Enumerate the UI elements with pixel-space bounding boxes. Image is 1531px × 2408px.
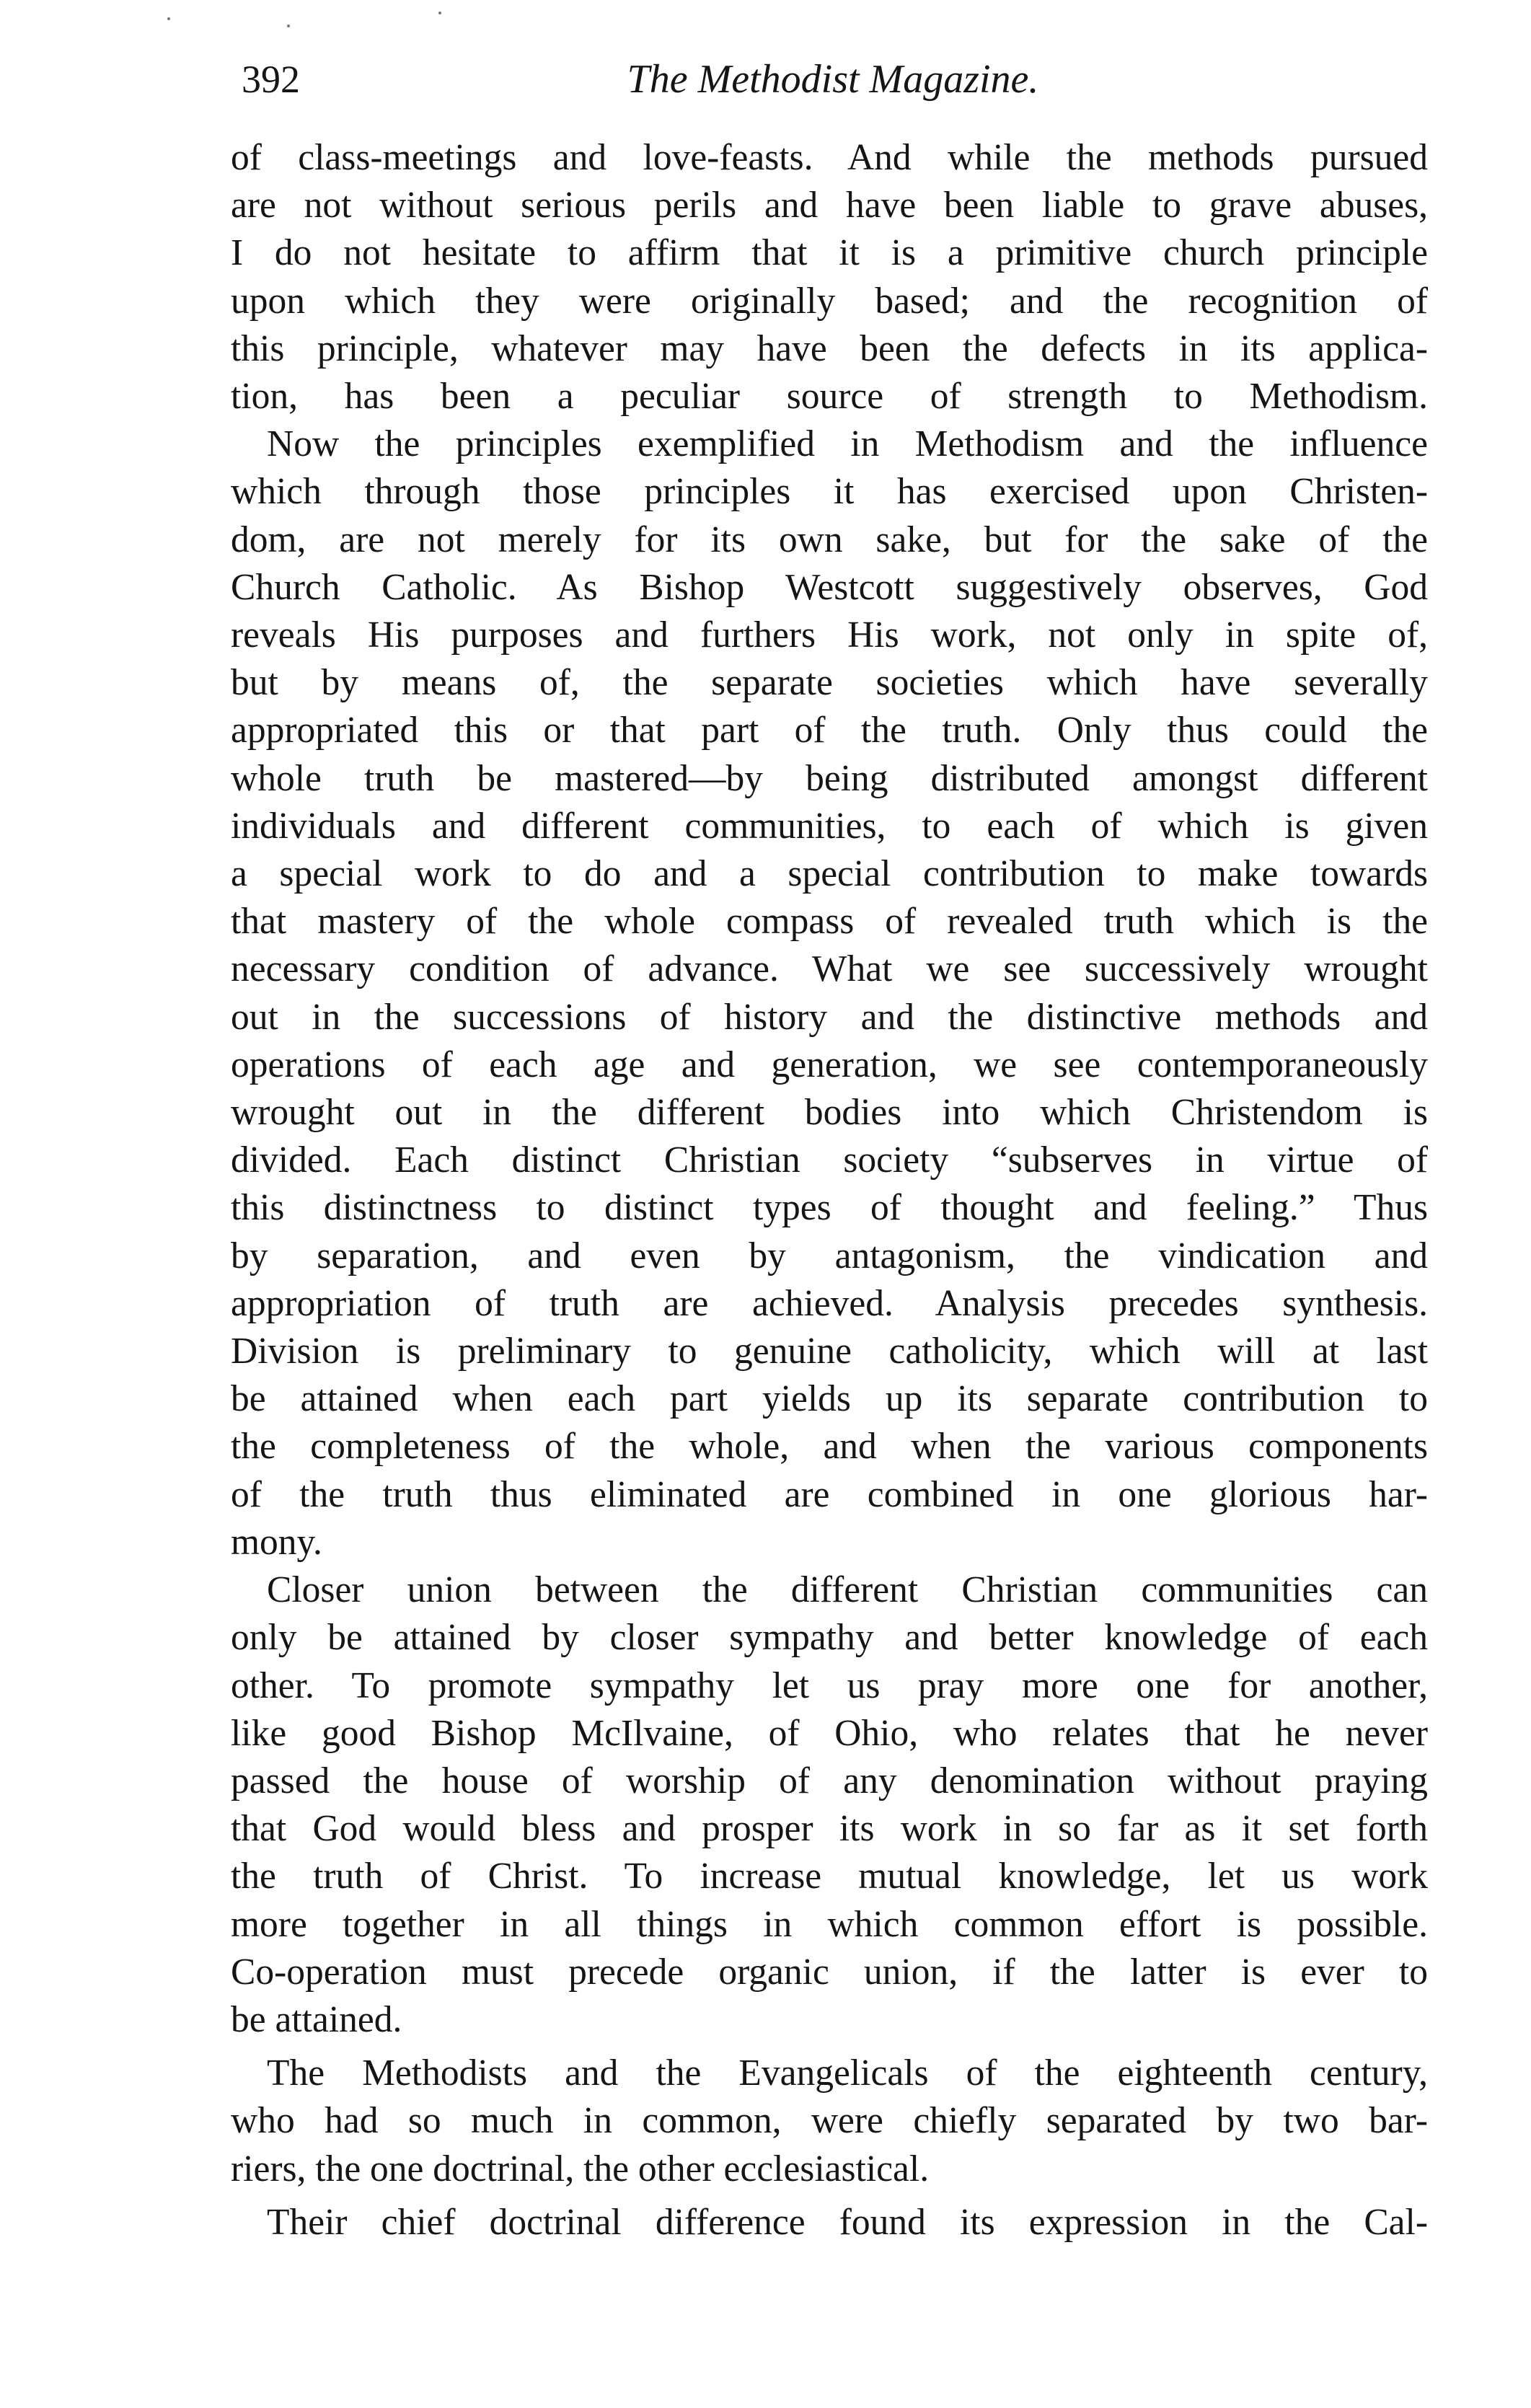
text-line: other. To promote sympathy let us pray more one for another, bbox=[231, 1664, 1428, 1706]
text-line: the completeness of the whole, and when the various components bbox=[231, 1426, 1428, 1468]
text-line: that God would bless and prosper its work in so far as it set forth bbox=[231, 1808, 1428, 1850]
text-line: be attained when each part yields up its separate contribution to bbox=[231, 1378, 1428, 1420]
text-line: by separation, and even by antagonism, the vindication and bbox=[231, 1235, 1428, 1276]
text-line: of class-meetings and love-feasts. And while the methods pursued bbox=[231, 137, 1428, 178]
text-line: that mastery of the whole compass of revealed truth which is the bbox=[231, 901, 1428, 943]
text-line: are not without serious perils and have been liable to grave abuses, bbox=[231, 185, 1428, 226]
text-line: out in the successions of history and the distinctive methods and bbox=[231, 996, 1428, 1038]
text-line: this principle, whatever may have been the defects in its applica- bbox=[231, 327, 1428, 369]
page-header bbox=[242, 50, 1424, 108]
text-line: I do not hesitate to affirm that it is a primitive church principle bbox=[231, 232, 1428, 274]
text-line: mony. bbox=[231, 1521, 322, 1563]
body-text bbox=[231, 134, 1428, 2246]
text-line: upon which they were originally based; and the recognition of bbox=[231, 280, 1428, 322]
text-line: necessary condition of advance. What we see successively wrought bbox=[231, 948, 1428, 990]
text-line: Division is preliminary to genuine catholicity, which will at last bbox=[231, 1331, 1428, 1372]
paragraph-3 bbox=[231, 1566, 1428, 2044]
text-line: reveals His purposes and furthers His work, not only in spite of, bbox=[231, 614, 1428, 656]
text-line: divided. Each distinct Christian society “subserves in virtue of bbox=[231, 1139, 1428, 1181]
paragraph-2 bbox=[231, 420, 1428, 1566]
text-line: a special work to do and a special contribution to make towards bbox=[231, 853, 1428, 895]
page-number: 392 bbox=[242, 58, 300, 101]
scan-speck bbox=[287, 25, 290, 27]
text-line: but by means of, the separate societies which have severally bbox=[231, 662, 1428, 704]
text-line: appropriation of truth are achieved. Analysis precedes synthesis. bbox=[231, 1282, 1428, 1324]
text-line: passed the house of worship of any denomination without praying bbox=[231, 1760, 1428, 1801]
text-line: Their chief doctrinal difference found its expression in the Cal- bbox=[267, 2201, 1428, 2243]
text-line: who had so much in common, were chiefly separated by two bar- bbox=[231, 2100, 1428, 2142]
text-line: of the truth thus eliminated are combined in one glorious har- bbox=[231, 1473, 1428, 1515]
text-line: Closer union between the different Christian communities can bbox=[267, 1569, 1428, 1611]
text-line: riers, the one doctrinal, the other ecclesiastical. bbox=[231, 2148, 930, 2189]
text-line: individuals and different communities, to each of which is given bbox=[231, 805, 1428, 847]
text-line: The Methodists and the Evangelicals of the eighteenth century, bbox=[267, 2052, 1428, 2094]
paragraph-1 bbox=[231, 134, 1428, 420]
text-line: Co-operation must precede organic union, if the latter is ever to bbox=[231, 1951, 1428, 1993]
text-line: this distinctness to distinct types of thought and feeling.” Thus bbox=[231, 1187, 1428, 1229]
running-title: The Methodist Magazine. bbox=[627, 57, 1039, 102]
text-line: wrought out in the different bodies into which Christendom is bbox=[231, 1092, 1428, 1134]
text-line: more together in all things in which common effort is possible. bbox=[231, 1903, 1428, 1945]
paragraph-4 bbox=[231, 2050, 1428, 2193]
scan-speck bbox=[438, 12, 441, 14]
paragraph-5 bbox=[231, 2199, 1428, 2246]
text-line: the truth of Christ. To increase mutual knowledge, let us work bbox=[231, 1856, 1428, 1897]
scan-speck bbox=[167, 17, 170, 20]
text-line: dom, are not merely for its own sake, but for the sake of the bbox=[231, 519, 1428, 560]
text-line: operations of each age and generation, we see contemporaneously bbox=[231, 1044, 1428, 1085]
text-line: tion, has been a peculiar source of strength to Methodism. bbox=[231, 376, 1428, 418]
text-line: be attained. bbox=[231, 1998, 402, 2040]
text-line: only be attained by closer sympathy and better knowledge of each bbox=[231, 1617, 1428, 1659]
text-line: Now the principles exemplified in Methodism and the influence bbox=[267, 423, 1428, 465]
text-line: Church Catholic. As Bishop Westcott suggestively observes, God bbox=[231, 566, 1428, 608]
text-line: which through those principles it has exercised upon Christen- bbox=[231, 471, 1428, 513]
text-line: whole truth be mastered—by being distributed amongst different bbox=[231, 757, 1428, 799]
text-line: like good Bishop McIlvaine, of Ohio, who relates that he never bbox=[231, 1712, 1428, 1754]
text-line: appropriated this or that part of the truth. Only thus could the bbox=[231, 710, 1428, 751]
